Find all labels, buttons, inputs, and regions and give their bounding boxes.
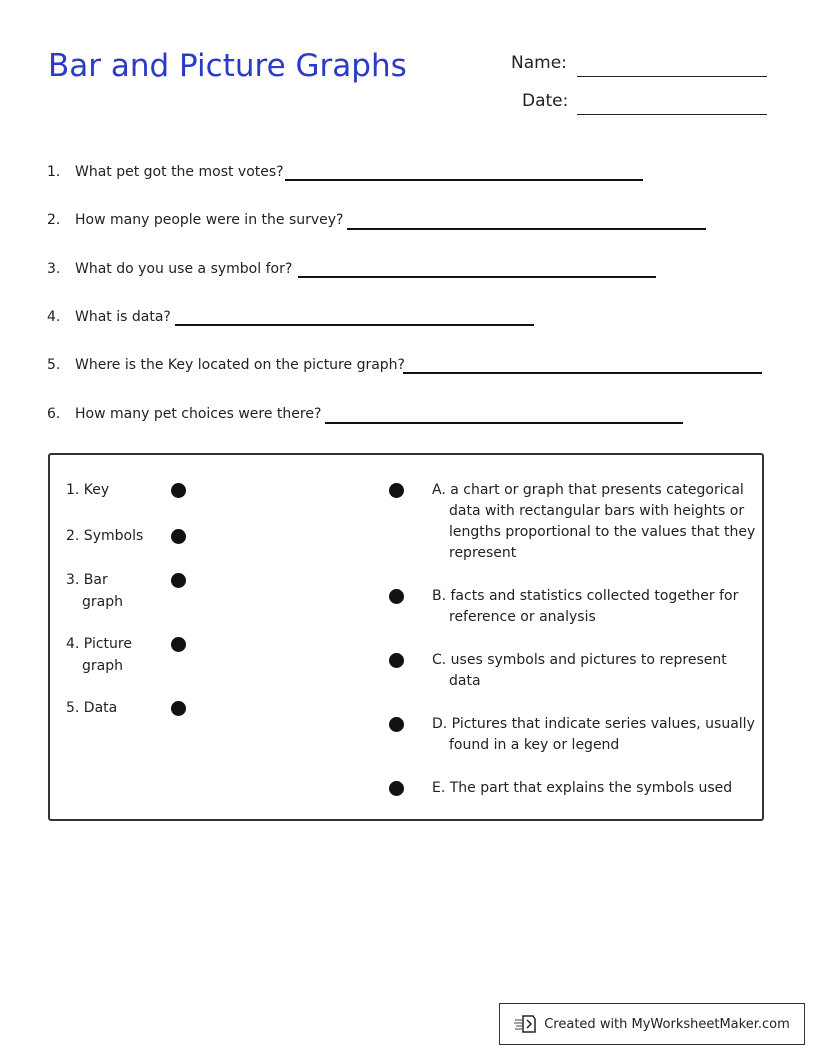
definition-text-cont: lengths proportional to the values that they xyxy=(449,524,756,540)
question-1 xyxy=(47,164,284,180)
answer-line-1[interactable] xyxy=(285,179,643,181)
term-label-cont: graph xyxy=(82,658,123,674)
term-dot-1[interactable] xyxy=(171,483,186,498)
term-key xyxy=(66,479,109,501)
credit-badge[interactable] xyxy=(499,1003,805,1045)
worksheet-logo-icon xyxy=(514,1014,538,1034)
definition-text: B. facts and statistics collected together for xyxy=(432,588,739,604)
term-label: 4. Picture xyxy=(66,636,132,652)
answer-line-4[interactable] xyxy=(175,324,534,326)
question-2 xyxy=(47,212,343,228)
definition-b xyxy=(432,586,762,628)
name-field-line[interactable] xyxy=(577,76,767,77)
term-symbols xyxy=(66,525,143,547)
definition-dot-b[interactable] xyxy=(389,589,404,604)
question-number: 2. xyxy=(47,212,61,228)
term-dot-5[interactable] xyxy=(171,701,186,716)
date-field-line[interactable] xyxy=(577,114,767,115)
question-text: What pet got the most votes? xyxy=(75,164,284,180)
definition-e xyxy=(432,778,762,799)
definition-text-cont: represent xyxy=(449,545,517,561)
question-3 xyxy=(47,261,292,277)
definition-text-cont: reference or analysis xyxy=(449,609,596,625)
definition-text: A. a chart or graph that presents categorical xyxy=(432,482,744,498)
term-dot-4[interactable] xyxy=(171,637,186,652)
term-dot-3[interactable] xyxy=(171,573,186,588)
term-dot-2[interactable] xyxy=(171,529,186,544)
term-label-cont: graph xyxy=(82,594,123,610)
question-number: 6. xyxy=(47,406,61,422)
question-4 xyxy=(47,309,171,325)
answer-line-2[interactable] xyxy=(347,228,706,230)
term-picture-graph xyxy=(66,633,132,677)
question-text: What is data? xyxy=(75,309,171,325)
definition-c xyxy=(432,650,762,692)
definition-text-cont: data with rectangular bars with heights or xyxy=(449,503,745,519)
definition-text: D. Pictures that indicate series values, usually xyxy=(432,716,755,732)
question-text: Where is the Key located on the picture graph? xyxy=(75,357,405,373)
term-data xyxy=(66,697,117,719)
question-5 xyxy=(47,357,405,373)
question-number: 5. xyxy=(47,357,61,373)
definition-a xyxy=(432,480,762,564)
definition-text: C. uses symbols and pictures to represent xyxy=(432,652,727,668)
definition-dot-e[interactable] xyxy=(389,781,404,796)
date-label: Date: xyxy=(522,91,569,111)
question-number: 3. xyxy=(47,261,61,277)
definition-dot-c[interactable] xyxy=(389,653,404,668)
term-label: 3. Bar xyxy=(66,572,108,588)
definition-text: E. The part that explains the symbols used xyxy=(432,780,733,796)
question-number: 1. xyxy=(47,164,61,180)
definition-text-cont: data xyxy=(449,673,481,689)
question-text: How many pet choices were there? xyxy=(75,406,322,422)
definition-d xyxy=(432,714,762,756)
term-label: 1. Key xyxy=(66,482,110,498)
definition-dot-d[interactable] xyxy=(389,717,404,732)
answer-line-3[interactable] xyxy=(298,276,656,278)
credit-text: Created with MyWorksheetMaker.com xyxy=(544,1016,790,1032)
definition-dot-a[interactable] xyxy=(389,483,404,498)
term-label: 2. Symbols xyxy=(66,528,144,544)
answer-line-6[interactable] xyxy=(325,422,683,424)
page-title: Bar and Picture Graphs xyxy=(48,48,407,84)
question-6 xyxy=(47,406,321,422)
answer-line-5[interactable] xyxy=(403,372,762,374)
question-text: How many people were in the survey? xyxy=(75,212,344,228)
term-label: 5. Data xyxy=(66,700,118,716)
term-bar-graph xyxy=(66,569,123,613)
definition-text-cont: found in a key or legend xyxy=(449,737,620,753)
question-number: 4. xyxy=(47,309,61,325)
question-text: What do you use a symbol for? xyxy=(75,261,293,277)
name-label: Name: xyxy=(511,53,567,73)
